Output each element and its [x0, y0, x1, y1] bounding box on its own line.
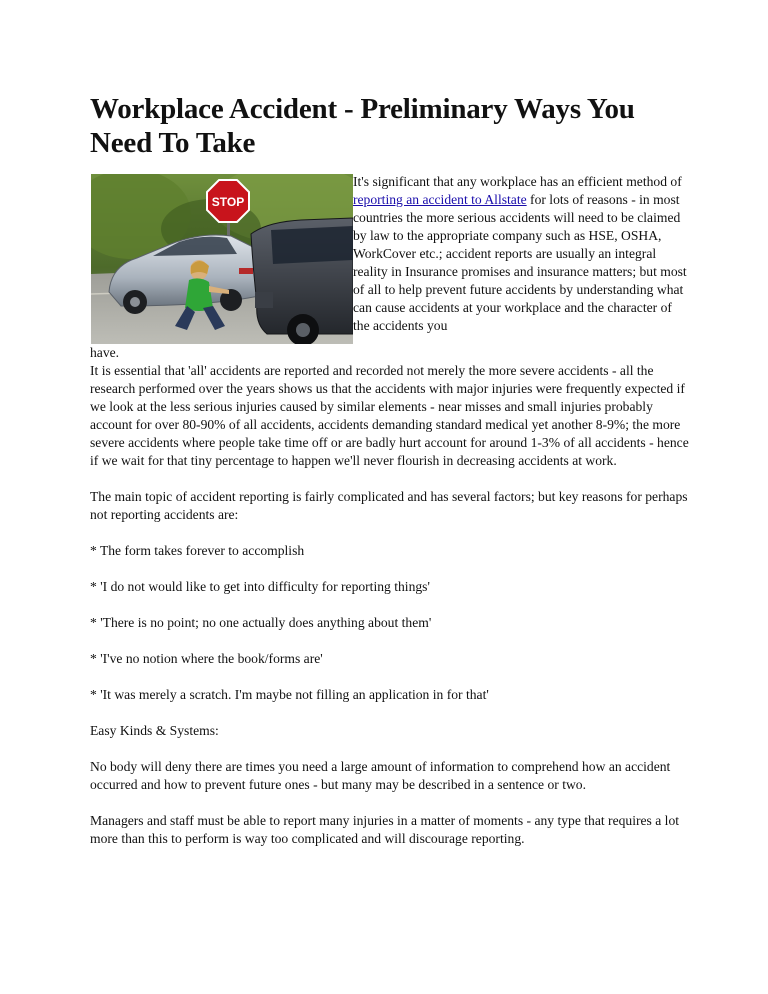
- paragraph-4: Managers and staff must be able to report many injuries in a matter of moments - any type that requires a lot more than this to perform is way too complicated and will discourage reporting.: [90, 813, 680, 846]
- document-title: Workplace Accident - Preliminary Ways You Need To Take: [90, 93, 635, 159]
- section-heading-easy-kinds: Easy Kinds & Systems:: [90, 723, 219, 738]
- intro-section: [90, 173, 690, 362]
- intro-paragraph-tail: have.: [90, 345, 120, 360]
- allstate-link[interactable]: reporting an accident to Allstate: [353, 192, 527, 207]
- intro-text-wrap: [353, 173, 690, 335]
- intro-text-before-link: It's significant that any workplace has an efficient method of: [353, 174, 682, 189]
- paragraph-2: The main topic of accident reporting is fairly complicated and has several factors; but key reasons for perhaps not reporting accidents are:: [90, 489, 688, 522]
- bullet-item-4: * 'I've no notion where the book/forms are': [90, 651, 323, 666]
- document-page: [90, 92, 690, 866]
- intro-text-after-link: for lots of reasons - in most countries the more serious accidents will need to be claimed by law to the appropriate company such as HSE, OSHA, WorkCover etc.; accident reports are usually an integral reality in Insurance promises and insurance matters; but most of all to help prevent future accidents by understanding what can cause accidents at your workplace and the character of the accidents you: [353, 192, 687, 333]
- paragraph-1: It is essential that 'all' accidents are reported and recorded not merely the more severe accidents - all the research performed over the years shows us that the accidents with major injuries were frequently expected if we look at the less serious injuries caused by similar elements - near misses and small injuries probably account for over 80-90% of all accidents, accidents demanding standard medical yet another 8-9%; the more severe accidents where people take time off or are badly hurt account for around 1-3% of all accidents - hence if we wait for that tiny percentage to happen we'll never flourish in decreasing accidents at work.: [90, 363, 689, 468]
- paragraph-3: No body will deny there are times you need a large amount of information to comprehend how an accident occurred and how to prevent future ones - but many may be described in a sentence or two.: [90, 759, 671, 792]
- accident-photo-graphic: [91, 174, 353, 344]
- bullet-item-1: * The form takes forever to accomplish: [90, 543, 305, 558]
- bullet-item-5: * 'It was merely a scratch. I'm maybe not filling an application in for that': [90, 687, 489, 702]
- intro-paragraph: [353, 173, 690, 335]
- accident-photo: [91, 174, 353, 344]
- bullet-item-2: * 'I do not would like to get into difficulty for reporting things': [90, 579, 430, 594]
- stop-sign-text: STOP: [211, 195, 245, 209]
- bullet-item-3: * 'There is no point; no one actually does anything about them': [90, 615, 432, 630]
